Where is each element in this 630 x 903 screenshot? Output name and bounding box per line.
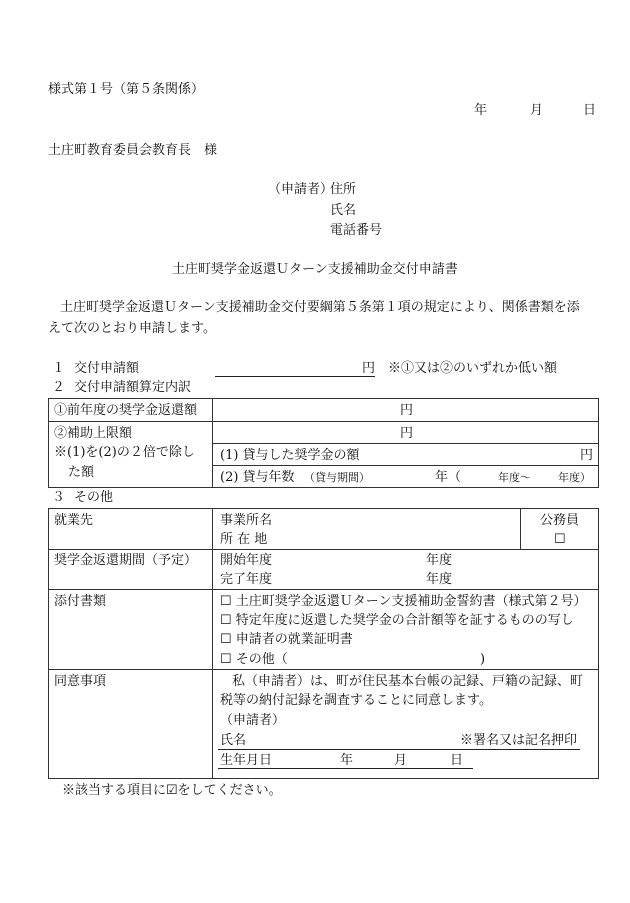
footer-note: ※該当する項目に☑をしてください。: [62, 783, 282, 798]
section1-unit: 円: [362, 361, 376, 376]
loan-years-year: 年（: [435, 470, 462, 485]
applicant-name-label: 氏名: [330, 203, 357, 218]
signature-line: [218, 749, 580, 750]
civil-servant-divider: [520, 508, 521, 549]
loan-period-label: （貸与期間）: [304, 471, 370, 484]
birth-year-label: 年: [340, 753, 354, 768]
consent-sign-note: ※署名又は記名押印: [460, 733, 578, 748]
section3-label: その他: [74, 490, 114, 505]
prev-year-repayment-label: ①前年度の奨学金返還額: [54, 403, 198, 418]
prev-year-repayment-unit: 円: [400, 403, 414, 418]
loan-years-label: (2) 貸与年数: [220, 470, 295, 485]
consent-label: 同意事項: [54, 674, 107, 689]
date-year-label: 年: [474, 103, 488, 118]
addressee: 土庄町教育委員会教育長 様: [48, 143, 218, 158]
other-row-divider-2: [48, 589, 599, 590]
page-title: 土庄町奨学金返還Ｕターン支援補助金交付申請書: [172, 262, 458, 277]
consent-text-2: 税等の納付記録を調査することに同意します。: [220, 693, 492, 708]
applicant-address-label: 住所: [330, 182, 357, 197]
attachment-repayment-proof-checkbox[interactable]: ☐ 特定年度に返還した奨学金の合計額等を証するものの写し: [220, 613, 574, 628]
loan-from-year: 年度～: [498, 471, 531, 484]
civil-servant-label: 公務員: [540, 513, 580, 528]
civil-servant-checkbox[interactable]: ☐: [554, 532, 566, 547]
subsidy-limit-note-1: ※(1)を(2)の２倍で除し: [54, 445, 195, 460]
intro-line-2: えて次のとおり申請します。: [48, 321, 216, 336]
end-year-unit: 年度: [426, 572, 453, 587]
applicant-phone-label: 電話番号: [330, 223, 383, 238]
attachment-other-checkbox[interactable]: ☐ その他（: [220, 652, 288, 667]
attachment-employment-cert-checkbox[interactable]: ☐ 申請者の就業証明書: [220, 632, 353, 647]
loan-amount-label: (1) 貸与した奨学金の額: [220, 448, 360, 463]
attachment-other-close: ): [480, 652, 486, 667]
date-month-label: 月: [530, 103, 544, 118]
calc-row-divider-1: [48, 421, 599, 422]
consent-name-label: 氏名: [220, 733, 247, 748]
consent-applicant-label: （申請者）: [220, 713, 286, 728]
consent-text-1: 私（申請者）は、町が住民基本台帳の記録、戸籍の記録、町: [232, 674, 584, 689]
birthdate-label: 生年月日: [220, 753, 273, 768]
end-year-label: 完了年度: [220, 572, 273, 587]
birth-month-label: 月: [394, 753, 408, 768]
section1-note: ※①又は②のいずれか低い額: [388, 361, 558, 376]
intro-line-1: 土庄町奨学金返還Ｕターン支援補助金交付要綱第５条第１項の規定により、関係書類を添: [60, 300, 580, 315]
loan-amount-unit: 円: [580, 448, 594, 463]
section2-number: ２: [52, 380, 66, 395]
section2-label: 交付申請額算定内訳: [74, 380, 192, 395]
birth-day-label: 日: [450, 753, 464, 768]
office-name-label: 事業所名: [220, 513, 273, 528]
subsidy-limit-label: ②補助上限額: [54, 426, 133, 441]
applicant-label: （申請者）: [268, 182, 334, 197]
other-row-divider-1: [48, 549, 599, 550]
start-year-label: 開始年度: [220, 553, 273, 568]
section3-number: ３: [52, 490, 66, 505]
start-year-unit: 年度: [426, 553, 453, 568]
attachment-pledge-checkbox[interactable]: ☐ 土庄町奨学金返還Ｕターン支援補助金誓約書（様式第２号）: [220, 594, 587, 609]
subsidy-limit-note-2: た額: [68, 465, 95, 480]
subsidy-limit-unit: 円: [400, 426, 414, 441]
birthdate-line: [218, 768, 473, 769]
attachments-label: 添付書類: [54, 594, 107, 609]
section1-label: 交付申請額: [74, 361, 140, 376]
amount-underline: [215, 376, 375, 377]
repayment-period-label: 奨学金返還期間（予定）: [54, 553, 198, 568]
employer-label: 就業先: [54, 513, 94, 528]
section1-number: １: [52, 361, 66, 376]
office-address-label: 所 在 地: [220, 532, 268, 547]
date-day-label: 日: [583, 103, 597, 118]
form-number: 様式第１号（第５条関係）: [48, 82, 205, 97]
other-row-divider-3: [48, 669, 599, 670]
loan-to-year: 年度）: [558, 471, 591, 484]
